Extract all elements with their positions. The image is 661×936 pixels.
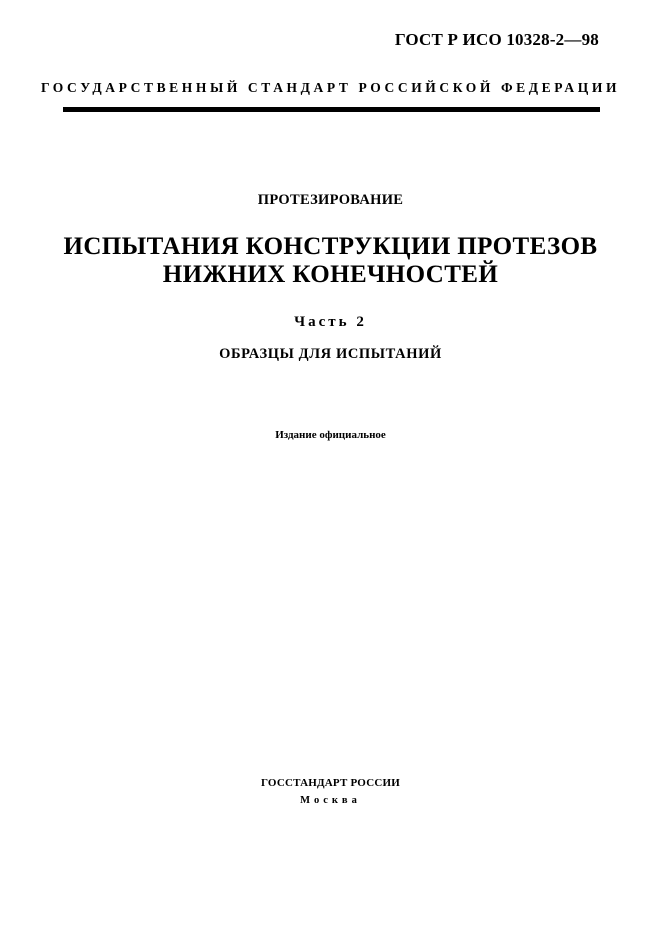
part-title: ОБРАЗЦЫ ДЛЯ ИСПЫТАНИЙ: [219, 346, 442, 362]
main-title-line-1: ИСПЫТАНИЯ КОНСТРУКЦИИ ПРОТЕЗОВ: [63, 233, 598, 260]
edition-note: Издание официальное: [275, 429, 386, 441]
header-rule: [63, 107, 600, 112]
standard-type-heading: ГОСУДАРСТВЕННЫЙ СТАНДАРТ РОССИЙСКОЙ ФЕДЕРАЦИИ: [40, 80, 621, 95]
document-number: ГОСТ Р ИСО 10328-2—98: [394, 30, 599, 49]
main-title-line-2: НИЖНИХ КОНЕЧНОСТЕЙ: [162, 261, 499, 288]
main-title: [0, 233, 661, 289]
part-number: Часть 2: [294, 314, 367, 330]
subject-heading: ПРОТЕЗИРОВАНИЕ: [257, 192, 404, 208]
publication-city: Москва: [300, 795, 361, 806]
publisher: ГОССТАНДАРТ РОССИИ: [261, 777, 400, 789]
